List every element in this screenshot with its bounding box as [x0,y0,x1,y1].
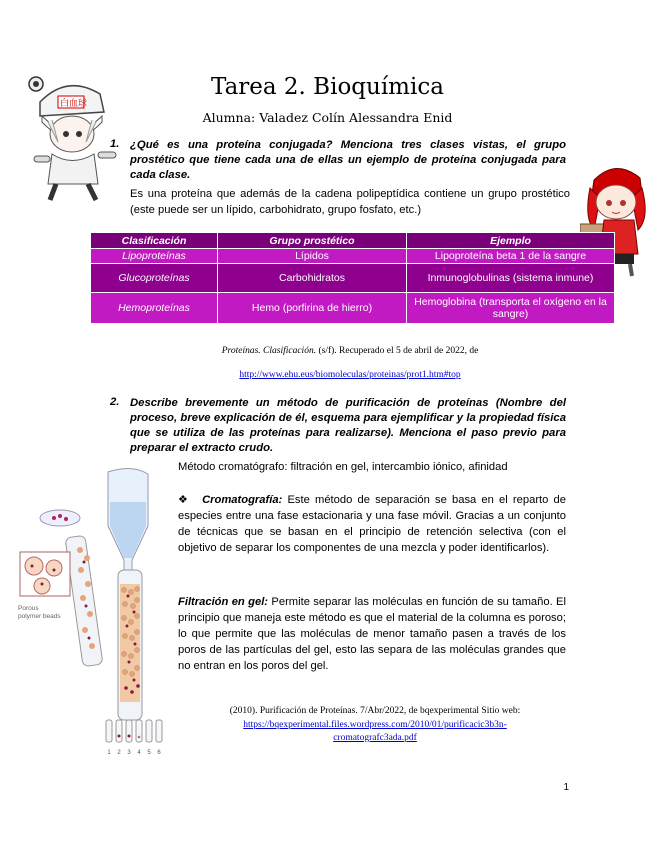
citation-1-link-wrap [150,370,550,380]
citation-1-text: (s/f). Recuperado el 5 de abril de 2022, de [316,346,479,356]
author-line: Alumna: Valadez Colín Alessandra Enid [202,110,453,125]
citation-2-link-part-2[interactable]: cromatografc3ada.pdf [333,733,417,743]
citation-1-link[interactable]: http://www.ehu.eus/biomoleculas/proteinas/prot1.htm#top [239,370,461,380]
citation-2-link-wrap [180,719,570,745]
method-line: Método cromatógrafo: filtración en gel, intercambio iónico, afinidad [178,461,508,473]
diagram-tube-label: 5 [147,750,151,756]
table-cell: Lípidos [218,249,407,264]
citation-1 [150,346,550,356]
table-cell: Carbohidratos [218,264,407,293]
citation-2-text: (2010). Purificación de Proteínas. 7/Abr/2022, de bqexperimental Sitio web: [229,706,521,716]
gel-filtration-text: Permite separar las moléculas en función de su tamaño. El principio que maneja este método es que el material de la columna es poroso; lo que permite que las moléculas de menor tamaño pasen a través de los poros de las partículas del gel, esto las separa de las moléculas grandes que no entran en los poros del gel. [178,596,566,672]
table-row [91,293,615,324]
question-2-number: 2. [110,396,120,408]
table-row [91,264,615,293]
table-cell: Inmunoglobulinas (sistema inmune) [407,264,615,293]
diagram-label-line-1: Porous [18,605,39,612]
diagram-tube-label: 3 [127,750,131,756]
chromatography-label: Cromatografía: [202,494,283,506]
table-header: Ejemplo [407,233,615,249]
svg-text:白血球: 白血球 [60,99,88,109]
table-header: Grupo prostético [218,233,407,249]
page-number: 1 [563,782,569,793]
diagram-tube-label: 2 [117,750,121,756]
table-cell: Lipoproteínas [91,249,218,264]
question-1-number: 1. [110,138,120,150]
gel-filtration-label: Filtración en gel: [178,596,269,608]
table-cell: Hemoproteínas [91,293,218,324]
table-cell: Hemoglobina (transporta el oxígeno en la sangre) [407,293,615,324]
conjugated-protein-table [90,232,615,324]
page-title: Tarea 2. Bioquímica [211,74,444,100]
citation-2-link[interactable] [243,720,507,743]
question-1-text: ¿Qué es una proteína conjugada? Menciona tres clases vistas, el grupo prostético que tiene cada una de ellas un ejemplo de proteína conjugada para cada clase. [130,139,566,181]
table-row [91,249,615,264]
bullet-icon: ❖ [178,494,191,506]
diagram-tube-label: 4 [137,750,141,756]
chromatography-paragraph [178,492,566,556]
table-header-row [91,233,615,249]
gel-filtration-diagram [8,466,168,766]
table-header: Clasificación [91,233,218,249]
diagram-tube-label: 6 [157,750,161,756]
citation-1-title: Proteínas. Clasificación. [221,346,317,356]
table-cell: Glucoproteínas [91,264,218,293]
question-1-answer: Es una proteína que además de la cadena polipeptídica contiene un grupo prostético (este puede ser un lípido, carbohidrato, grupo fosfato, etc.) [130,188,570,216]
table-cell: Hemo (porfirina de hierro) [218,293,407,324]
gel-filtration-paragraph [178,594,566,674]
diagram-tube-label: 1 [107,750,111,756]
question-2-text: Describe brevemente un método de purificación de proteínas (Nombre del proceso, breve explicación de él, esquema para ejemplificar y la propiedad física que se utiliza de las proteínas para realizarse). Menciona el paso previo para preparar el extracto crudo. [130,397,566,454]
chromatography-text: Este método de separación se basa en el reparto de especies entre una fase estacionaria y una fase móvil. Gracias a un conjunto de técnicas que se basan en el principio de retención selectiva (con el objetivo de separar los componentes de una mezcla y poder identificarlos). [178,494,566,554]
diagram-label-line-2: polymer beads [18,613,61,620]
citation-2-link-part-1[interactable]: https://bqexperimental.files.wordpress.com/2010/01/purificacic3b3n- [243,720,507,730]
table-cell: Lipoproteína beta 1 de la sangre [407,249,615,264]
